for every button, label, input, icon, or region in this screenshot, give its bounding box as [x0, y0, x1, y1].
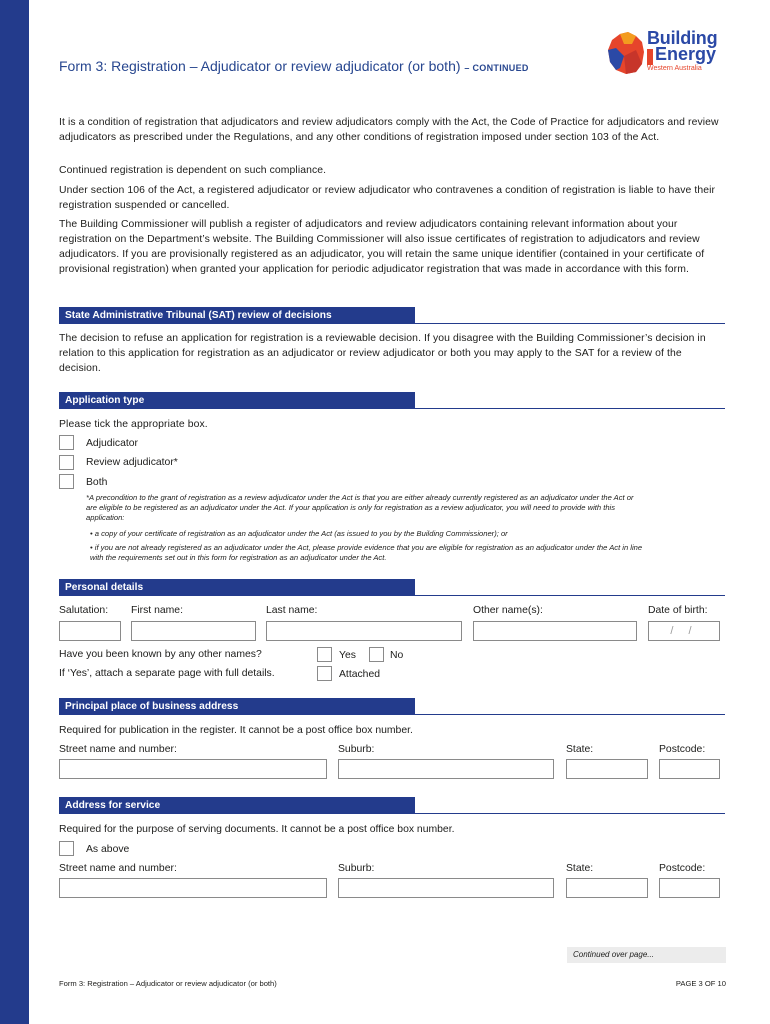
as-above-checkbox[interactable]	[59, 841, 74, 856]
other-names-label: Other name(s):	[473, 605, 543, 616]
section-divider	[415, 595, 725, 596]
service-state-label: State:	[566, 863, 594, 874]
both-checkbox[interactable]	[59, 474, 74, 489]
adjudicator-label: Adjudicator	[86, 438, 138, 449]
sat-paragraph: The decision to refuse an application for registration is a reviewable decision. If you disagree with the Building Commissioner’s decision in relation to this application for registration as an adjudicator or review adjudicator or both you may apply to the SAT for a review of the decision.	[59, 333, 706, 374]
continued-tag: – CONTINUED	[464, 63, 529, 73]
salutation-label: Salutation:	[59, 605, 109, 616]
building-energy-logo	[606, 28, 736, 76]
section-heading-address-for-service: Address for service	[59, 797, 415, 814]
section-divider	[415, 408, 725, 409]
service-suburb-field[interactable]	[338, 878, 554, 898]
section-heading-application-type: Application type	[59, 392, 415, 409]
application-type-instruction: Please tick the appropriate box.	[59, 419, 208, 430]
review-adjudicator-checkbox[interactable]	[59, 455, 74, 470]
service-street-field[interactable]	[59, 878, 327, 898]
date-of-birth-field[interactable]: / /	[648, 621, 720, 641]
known-names-no-checkbox[interactable]	[369, 647, 384, 662]
business-postcode-label: Postcode:	[659, 744, 706, 755]
first-name-label: First name:	[131, 605, 183, 616]
section-divider	[415, 714, 725, 715]
continued-over-page-note: Continued over page...	[567, 947, 726, 963]
business-state-label: State:	[566, 744, 594, 755]
section-heading-sat: State Administrative Tribunal (SAT) review of decisions	[59, 307, 415, 324]
section-divider	[415, 323, 725, 324]
both-label: Both	[86, 477, 108, 488]
first-name-field[interactable]	[131, 621, 256, 641]
wa-map-icon	[606, 30, 646, 74]
no-label: No	[390, 650, 404, 661]
footer-form-title: Form 3: Registration – Adjudicator or review adjudicator (or both)	[59, 979, 277, 988]
business-suburb-field[interactable]	[338, 759, 554, 779]
business-address-note: Required for publication in the register. It cannot be a post office box number.	[59, 725, 413, 736]
known-names-yes-checkbox[interactable]	[317, 647, 332, 662]
page-number: PAGE 3 OF 10	[675, 979, 726, 988]
service-address-note: Required for the purpose of serving documents. It cannot be a post office box number.	[59, 824, 455, 835]
business-street-label: Street name and number:	[59, 744, 177, 755]
form-title-text: Form 3: Registration – Adjudicator or review adjudicator (or both)	[59, 58, 461, 74]
intro-paragraph-1: It is a condition of registration that adjudicators and review adjudicators comply with the Act, the Code of Practice for adjudicators and review adjudicators as prescribed under the Regulations, and any other conditions of registration imposed under section 103 of the Act.	[59, 117, 719, 143]
business-postcode-field[interactable]	[659, 759, 720, 779]
form-title	[59, 58, 529, 74]
logo-subtitle: Western Australia	[647, 65, 702, 72]
intro-paragraph-2: Continued registration is dependent on such compliance.	[59, 165, 327, 176]
review-adjudicator-footnote: *A precondition to the grant of registration as a review adjudicator under the Act is that you are either already currently registered as an adjudicator under the Act or are eligible to be registered as an adjudicator under the Act. If your application is only for registration as a review adjudicator, you will need to provide with this application:	[86, 493, 634, 522]
intro-paragraph-3: Under section 106 of the Act, a registered adjudicator or review adjudicator who contravenes a condition of registration is liable to have their registration suspended or cancelled.	[59, 185, 716, 211]
service-postcode-label: Postcode:	[659, 863, 706, 874]
business-street-field[interactable]	[59, 759, 327, 779]
salutation-field[interactable]	[59, 621, 121, 641]
logo-and-mark	[647, 49, 653, 65]
service-suburb-label: Suburb:	[338, 863, 375, 874]
yes-label: Yes	[339, 650, 356, 661]
service-street-label: Street name and number:	[59, 863, 177, 874]
intro-paragraph-4: The Building Commissioner will publish a register of adjudicators and review adjudicators containing relevant information about your registration on the Department’s website. The Building Commissioner will also issue certificates of registration to adjudicators and review adjudicators. If you are provisionally registered as an adjudicator, you will retain the same unique identifier (contained in your certificate of provisional registration) when granted your application for periodic adjudicator registration that was made in accordance with this form.	[59, 219, 705, 275]
review-adjudicator-label: Review adjudicator*	[86, 457, 178, 468]
last-name-label: Last name:	[266, 605, 318, 616]
logo-word-energy: Energy	[655, 44, 717, 64]
section-heading-personal-details: Personal details	[59, 579, 415, 596]
date-of-birth-label: Date of birth:	[648, 605, 708, 616]
attach-details-instruction: If ‘Yes’, attach a separate page with full details.	[59, 668, 275, 679]
attached-checkbox[interactable]	[317, 666, 332, 681]
footnote-bullet-1: • a copy of your certificate of registration as an adjudicator under the Act (as issued to you by the Building Commissioner); or	[90, 529, 508, 538]
business-state-field[interactable]	[566, 759, 648, 779]
side-accent-bar	[0, 0, 29, 1024]
footnote-bullet-2: • if you are not already registered as an adjudicator under the Act, please provide evidence that you are eligible for registration as an adjudicator under the Act in line with the requirements set out in this form for registration as an adjudicator under the Act.	[90, 543, 643, 562]
last-name-field[interactable]	[266, 621, 462, 641]
section-divider	[415, 813, 725, 814]
service-postcode-field[interactable]	[659, 878, 720, 898]
service-state-field[interactable]	[566, 878, 648, 898]
business-suburb-label: Suburb:	[338, 744, 375, 755]
logo-word-building: Building	[647, 28, 718, 48]
section-heading-business-address: Principal place of business address	[59, 698, 415, 715]
adjudicator-checkbox[interactable]	[59, 435, 74, 450]
as-above-label: As above	[86, 844, 130, 855]
attached-label: Attached	[339, 669, 381, 680]
known-other-names-question: Have you been known by any other names?	[59, 649, 262, 660]
other-names-field[interactable]	[473, 621, 637, 641]
